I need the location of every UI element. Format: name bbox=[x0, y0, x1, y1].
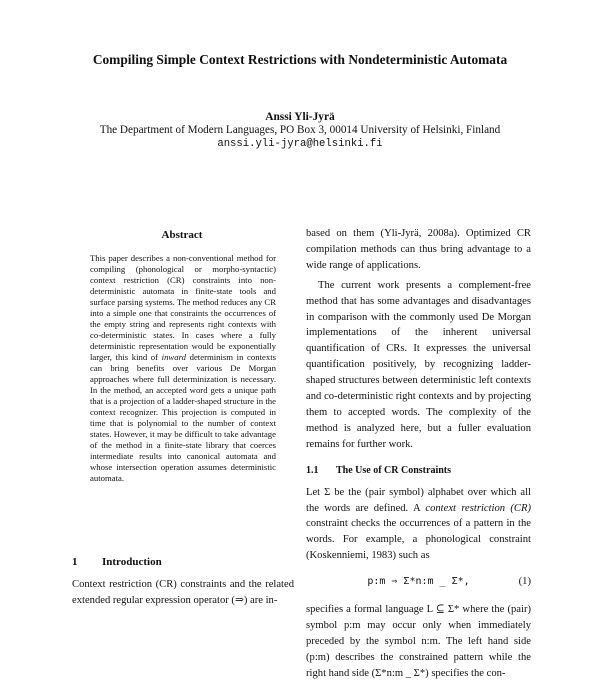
paragraph-current-work: The current work presents a complement-free method that has some advantages and disadvantages in comparison with the commonly used De Morgan implementations of the inherent universal quantification of CRs. It expresses the universal quantification positively, by recognizing ladder-shaped structures between deterministic left contexts and co-deterministic right contexts and by projecting them to accepted words. The complexity of the method is analyzed here, but a fuller evaluation remains for further work. bbox=[306, 279, 531, 450]
equation-1 bbox=[306, 574, 531, 590]
equation-expression: p:m ⇒ Σ*n:m _ Σ*, bbox=[367, 576, 470, 588]
introduction-text: Context restriction (CR) constraints and the related extended regular expression operator (⇒) are in- bbox=[72, 579, 294, 606]
paragraph-cr-definition: Let Σ be the (pair symbol) alphabet over which all the words are defined. A context restriction (CR) constraint checks the occurrences of a pattern in the words. For example, a phonological constraint (Koskenniemi, 1983) such as bbox=[306, 486, 532, 562]
subsection-heading: 1.1 The Use of CR Constraints bbox=[306, 464, 451, 476]
abstract-heading: Abstract bbox=[161, 229, 203, 241]
section-heading-introduction: 1 Introduction bbox=[72, 556, 162, 568]
abstract-emphasis: inward bbox=[161, 352, 186, 362]
abstract-text: This paper describes a non-conventional method for compiling (phonological or morpho-syntactic) context restriction (CR) constraints into non-deterministic automata in finite-state tools and surface parsing systems. The method reduces any CR into a simple one that constraints the occurrences of the empty string and represents right contexts with co-deterministic states. In cases where a fully deterministic representation would be exponentially larger, this kind of inward determinism in contexts can bring benefits over various De Morgan approaches where full determinization is necessary. In the method, an accepted word gets a unique path that is a projection of a ladder-shaped structure in the context recognizer. This projection is computed in time that is polynomial to the number of context states. However, it may be difficult to take advantage of the method in a finite-state library that coerces intermediate results into canonical automata and whose intersection operation assumes deterministic automata. bbox=[90, 253, 277, 483]
paper-title: Compiling Simple Context Restrictions with Nondeterministic Automata bbox=[92, 52, 508, 67]
paragraph-continuation: based on them (Yli-Jyrä, 2008a). Optimized CR compilation methods can thus bring advantage to a wide range of applications. bbox=[306, 228, 531, 271]
author-name: Anssi Yli-Jyrä bbox=[265, 111, 335, 123]
equation-number: (1) bbox=[518, 576, 531, 588]
paragraph-language-spec: specifies a formal language L ⊆ Σ* where the (pair) symbol p:m may occur only when immediately preceded by the symbol n:m. The left hand side (p:m) describes the constrained pattern while the right hand side (Σ*n:m _ Σ*) specifies the con- bbox=[306, 604, 531, 679]
affiliation: The Department of Modern Languages, PO Box 3, 00014 University of Helsinki, Finland bbox=[99, 124, 501, 136]
term-context-restriction: context restriction (CR) bbox=[425, 502, 532, 514]
author-email: anssi.yli-jyra@helsinki.fi bbox=[217, 138, 383, 150]
right-column bbox=[306, 226, 531, 682]
